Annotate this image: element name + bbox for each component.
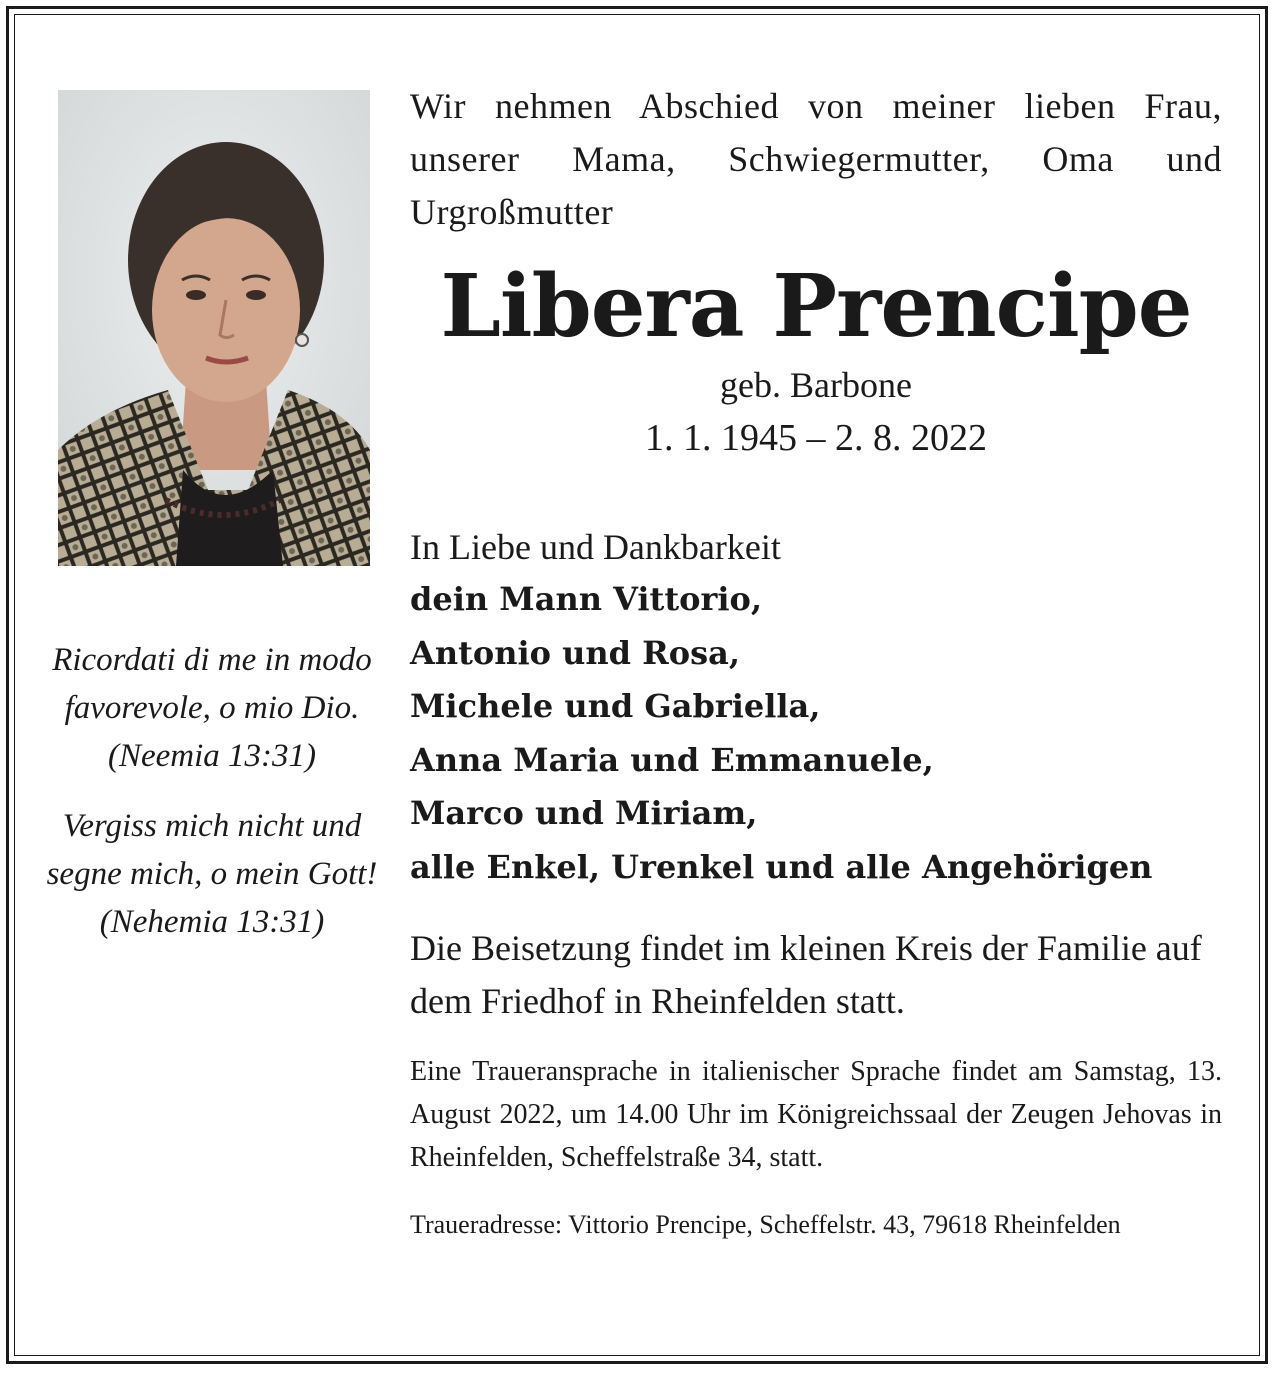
mourning-address: Traueradresse: Vittorio Prencipe, Scheffelstr. 43, 79618 Rheinfelden <box>410 1210 1121 1239</box>
mourner-item: Anna Maria und Emmanuele, <box>410 740 934 779</box>
verse-italian-reference: (Neemia 13:31) <box>107 738 317 774</box>
maiden-name: geb. Barbone <box>720 365 912 405</box>
mourner-item: Marco und Miriam, <box>410 794 758 832</box>
verse-german-reference: (Nehemia 13:31) <box>99 904 325 940</box>
mourner-item: alle Enkel, Urenkel und alle Angehörigen <box>410 847 1153 886</box>
verse-italian: Ricordati di me in modo favorevole, o mio Dio. <box>52 642 372 726</box>
mourners-list <box>410 573 1222 894</box>
verse-german: Vergiss mich nicht und segne mich, o mein Gott! <box>46 808 378 892</box>
portrait-photo <box>58 90 370 566</box>
mourner-item: Antonio und Rosa, <box>410 633 740 672</box>
intro-text: Wir nehmen Abschied von meiner lieben Frau, unserer Mama, Schwiegermutter, Oma und Urgroßmutter <box>410 86 1222 232</box>
announcement-column <box>410 80 1222 1243</box>
life-dates: 1. 1. 1945 – 2. 8. 2022 <box>645 417 987 459</box>
verse-column <box>40 636 384 968</box>
burial-text: Die Beisetzung findet im kleinen Kreis der Familie auf dem Friedhof in Rheinfelden statt. <box>410 928 1202 1021</box>
mourners-intro: In Liebe und Dankbarkeit <box>410 527 781 567</box>
speech-text: Eine Traueransprache in italienischer Sprache findet am Samstag, 13. August 2022, um 14.00 Uhr im Königreichssaal der Zeugen Jehovas in Rheinfelden, Scheffelstraße 34, statt. <box>410 1056 1222 1173</box>
mourner-item: Michele und Gabriella, <box>410 687 821 725</box>
mourner-item: dein Mann Vittorio, <box>410 580 762 618</box>
deceased-name: Libera Prencipe <box>440 256 1192 357</box>
